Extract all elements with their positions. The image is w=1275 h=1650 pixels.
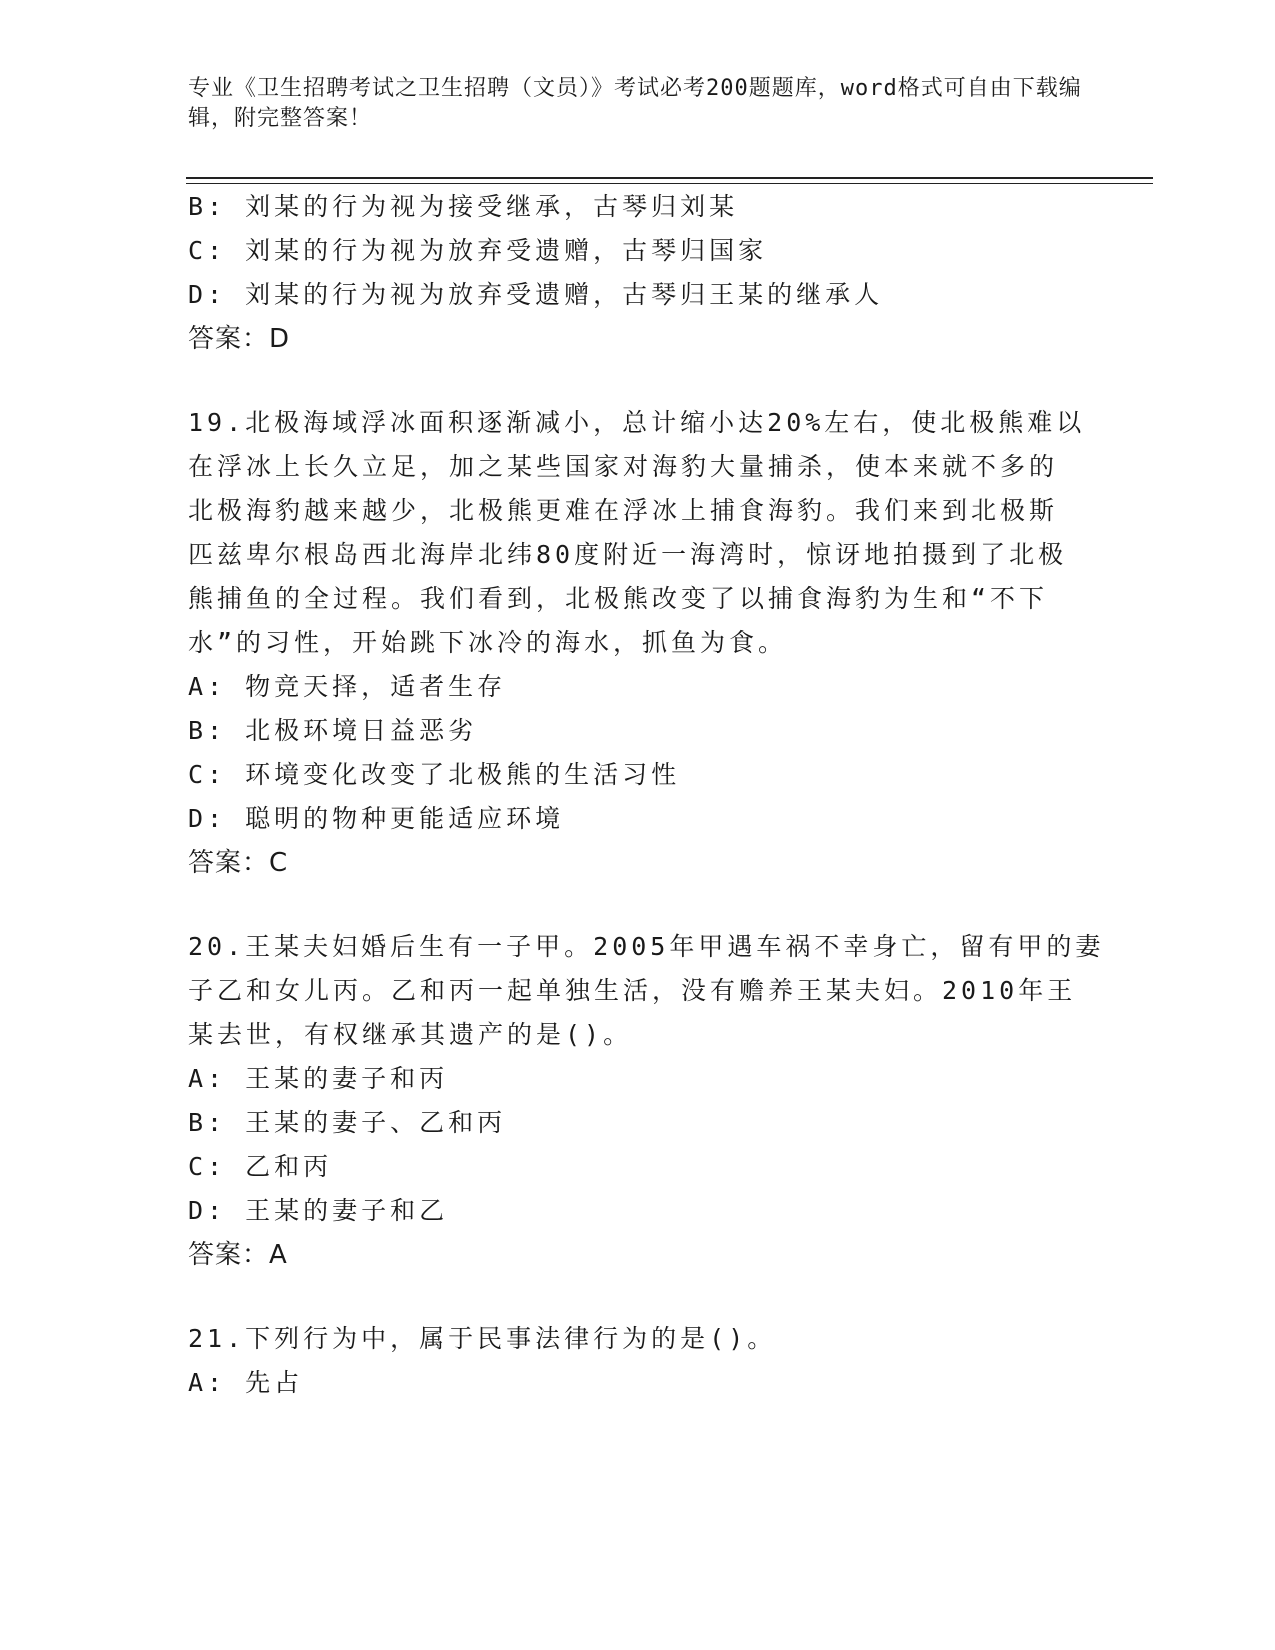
q19-stem-line: 19.北极海域浮冰面积逐渐减小，总计缩小达20%左右，使北极熊难以: [188, 408, 1086, 437]
header-divider-thick: [186, 177, 1153, 179]
q19-answer: 答案：C: [188, 848, 289, 878]
q20-option-d: D: 王某的妻子和乙: [188, 1196, 449, 1225]
q19-option-b: B: 北极环境日益恶劣: [188, 716, 478, 745]
q18-option-c: C: 刘某的行为视为放弃受遗赠，古琴归国家: [188, 236, 768, 265]
q19-option-d: D: 聪明的物种更能适应环境: [188, 804, 565, 833]
q20-option-c: C: 乙和丙: [188, 1152, 333, 1181]
q19-option-a: A: 物竞天择，适者生存: [188, 672, 507, 701]
q19-stem-line: 匹兹卑尔根岛西北海岸北纬80度附近一海湾时，惊讶地拍摄到了北极: [188, 540, 1068, 569]
q19-option-c: C: 环境变化改变了北极熊的生活习性: [188, 760, 681, 789]
q21-option-a: A: 先占: [188, 1368, 304, 1397]
q20-option-b: B: 王某的妻子、乙和丙: [188, 1108, 507, 1137]
q19-stem-line: 水”的习性，开始跳下冰冷的海水，抓鱼为食。: [188, 628, 788, 657]
document-header: 专业《卫生招聘考试之卫生招聘（文员）》考试必考200题题库，word格式可自由下载编辑，附完整答案！: [188, 76, 1082, 131]
header-divider-thin: [186, 183, 1153, 184]
q19-stem-line: 在浮冰上长久立足，加之某些国家对海豹大量捕杀，使本来就不多的: [188, 452, 1059, 481]
q20-option-a: A: 王某的妻子和丙: [188, 1064, 449, 1093]
q18-answer: 答案：D: [188, 324, 291, 354]
q20-stem-line: 20.王某夫妇婚后生有一子甲。2005年甲遇车祸不幸身亡，留有甲的妻: [188, 932, 1105, 961]
q20-stem-line: 某去世，有权继承其遗产的是()。: [188, 1020, 633, 1049]
q20-stem-line: 子乙和女儿丙。乙和丙一起单独生活，没有赡养王某夫妇。2010年王: [188, 976, 1077, 1005]
q19-stem-line: 熊捕鱼的全过程。我们看到，北极熊改变了以捕食海豹为生和“不下: [188, 584, 1049, 613]
q18-option-b: B: 刘某的行为视为接受继承，古琴归刘某: [188, 192, 739, 221]
q19-stem-line: 北极海豹越来越少，北极熊更难在浮冰上捕食海豹。我们来到北极斯: [188, 496, 1059, 525]
q20-answer: 答案：A: [188, 1240, 288, 1270]
q18-option-d: D: 刘某的行为视为放弃受遗赠，古琴归王某的继承人: [188, 280, 884, 309]
q21-stem-line: 21.下列行为中，属于民事法律行为的是()。: [188, 1324, 777, 1353]
